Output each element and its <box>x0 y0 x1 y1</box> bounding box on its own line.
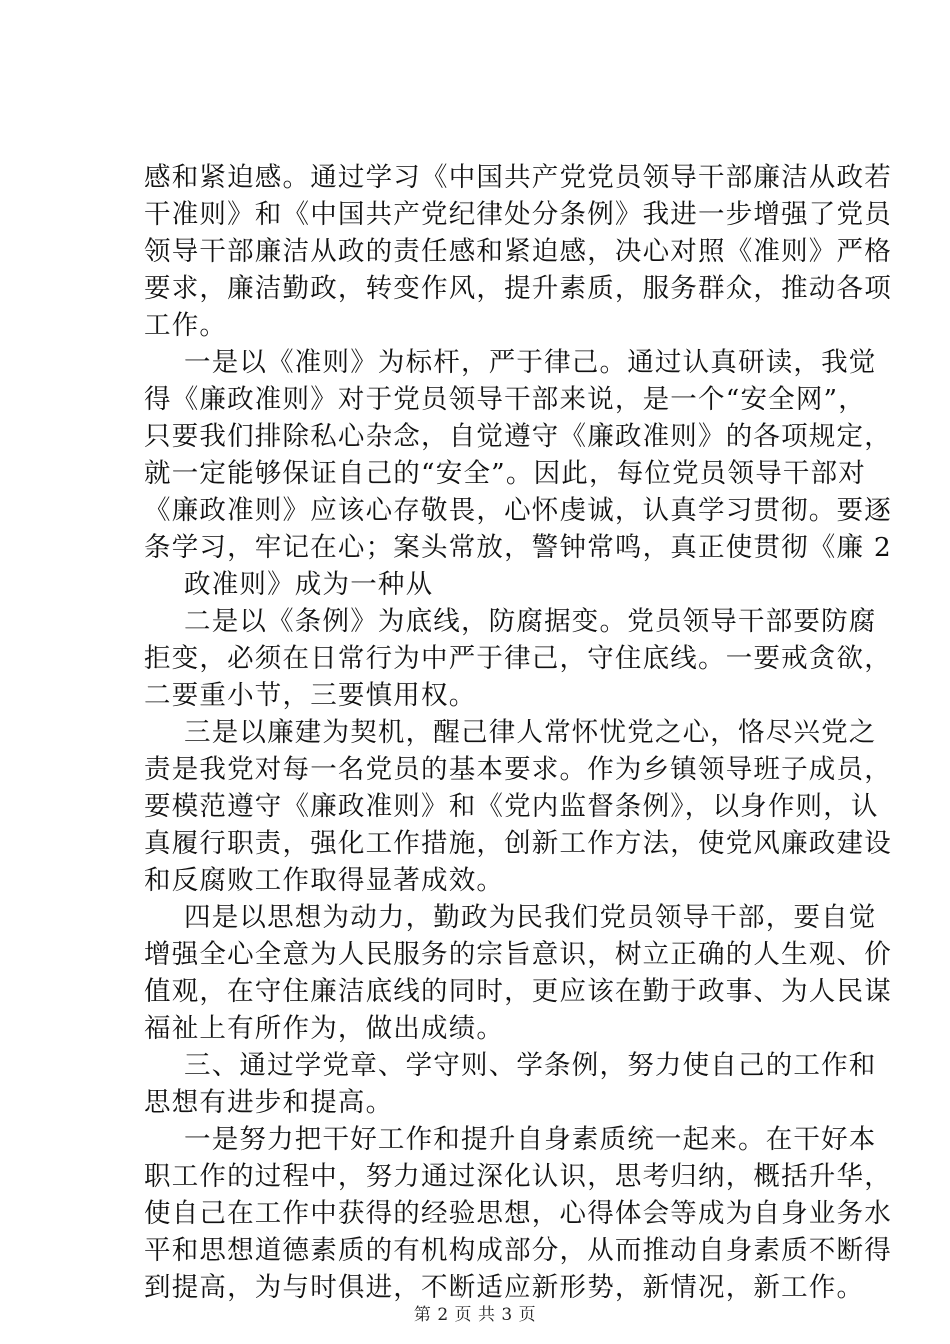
text-line: 四是以思想为动力，勤政为民我们党员领导干部，要自觉 <box>184 902 877 933</box>
page-number-footer: 第 2 页 共 3 页 <box>413 1305 537 1325</box>
text-line: 和反腐败工作取得显著成效。 <box>144 865 505 896</box>
text-line: 拒变，必须在日常行为中严于律己，守住底线。一要戒贪欲， <box>144 643 892 674</box>
text-line: 增强全心全意为人民服务的宗旨意识，树立正确的人生观、价 <box>144 939 892 970</box>
text-line: 条学习，牢记在心；案头常放，警钟常鸣，真正使贯彻《廉 2 <box>144 532 892 563</box>
text-line: 《廉政准则》应该心存敬畏，心怀虔诚，认真学习贯彻。要逐 <box>144 495 892 526</box>
text-line: 三、通过学党章、学守则、学条例，努力使自己的工作和 <box>184 1050 877 1081</box>
text-line: 干准则》和《中国共产党纪律处分条例》我进一步增强了党员 <box>144 199 892 230</box>
text-line: 真履行职责，强化工作措施，创新工作方法，使党风廉政建设 <box>144 828 892 859</box>
text-line: 要模范遵守《廉政准则》和《党内监督条例》，以身作则，认 <box>144 791 879 822</box>
text-line: 使自己在工作中获得的经验思想，心得体会等成为自身业务水 <box>144 1198 892 1229</box>
text-line: 二是以《条例》为底线，防腐据变。党员领导干部要防腐 <box>184 606 877 637</box>
text-line: 得《廉政准则》对于党员领导干部来说，是一个“安全网”， <box>144 384 866 415</box>
text-line: 感和紧迫感。通过学习《中国共产党党员领导干部廉洁从政若 <box>144 162 892 193</box>
text-line: 一是努力把干好工作和提升自身素质统一起来。在干好本 <box>184 1124 877 1155</box>
text-line: 平和思想道德素质的有机构成部分，从而推动自身素质不断得 <box>144 1235 892 1266</box>
text-line: 思想有进步和提高。 <box>144 1087 394 1118</box>
text-line: 领导干部廉洁从政的责任感和紧迫感，决心对照《准则》严格 <box>144 236 892 267</box>
text-line: 到提高，为与时俱进，不断适应新形势，新情况，新工作。 <box>144 1272 865 1303</box>
text-line: 政准则》成为一种从 <box>184 569 434 600</box>
text-line: 职工作的过程中，努力通过深化认识，思考归纳，概括升华， <box>144 1161 892 1192</box>
text-line: 值观，在守住廉洁底线的同时，更应该在勤于政事、为人民谋 <box>144 976 892 1007</box>
text-line: 一是以《准则》为标杆，严于律己。通过认真研读，我觉 <box>184 347 877 378</box>
text-line: 工作。 <box>144 310 228 341</box>
text-line: 只要我们排除私心杂念，自觉遵守《廉政准则》的各项规定， <box>144 421 892 452</box>
text-line: 就一定能够保证自己的“安全”。因此，每位党员领导干部对 <box>144 458 866 489</box>
text-line: 三是以廉建为契机，醒己律人常怀忧党之心，恪尽兴党之 <box>184 717 877 748</box>
text-line: 责是我党对每一名党员的基本要求。作为乡镇领导班子成员， <box>144 754 892 785</box>
text-line: 要求，廉洁勤政，转变作风，提升素质，服务群众，推动各项 <box>144 273 892 304</box>
text-line: 福祉上有所作为，做出成绩。 <box>144 1013 505 1044</box>
text-line: 二要重小节，三要慎用权。 <box>144 680 477 711</box>
